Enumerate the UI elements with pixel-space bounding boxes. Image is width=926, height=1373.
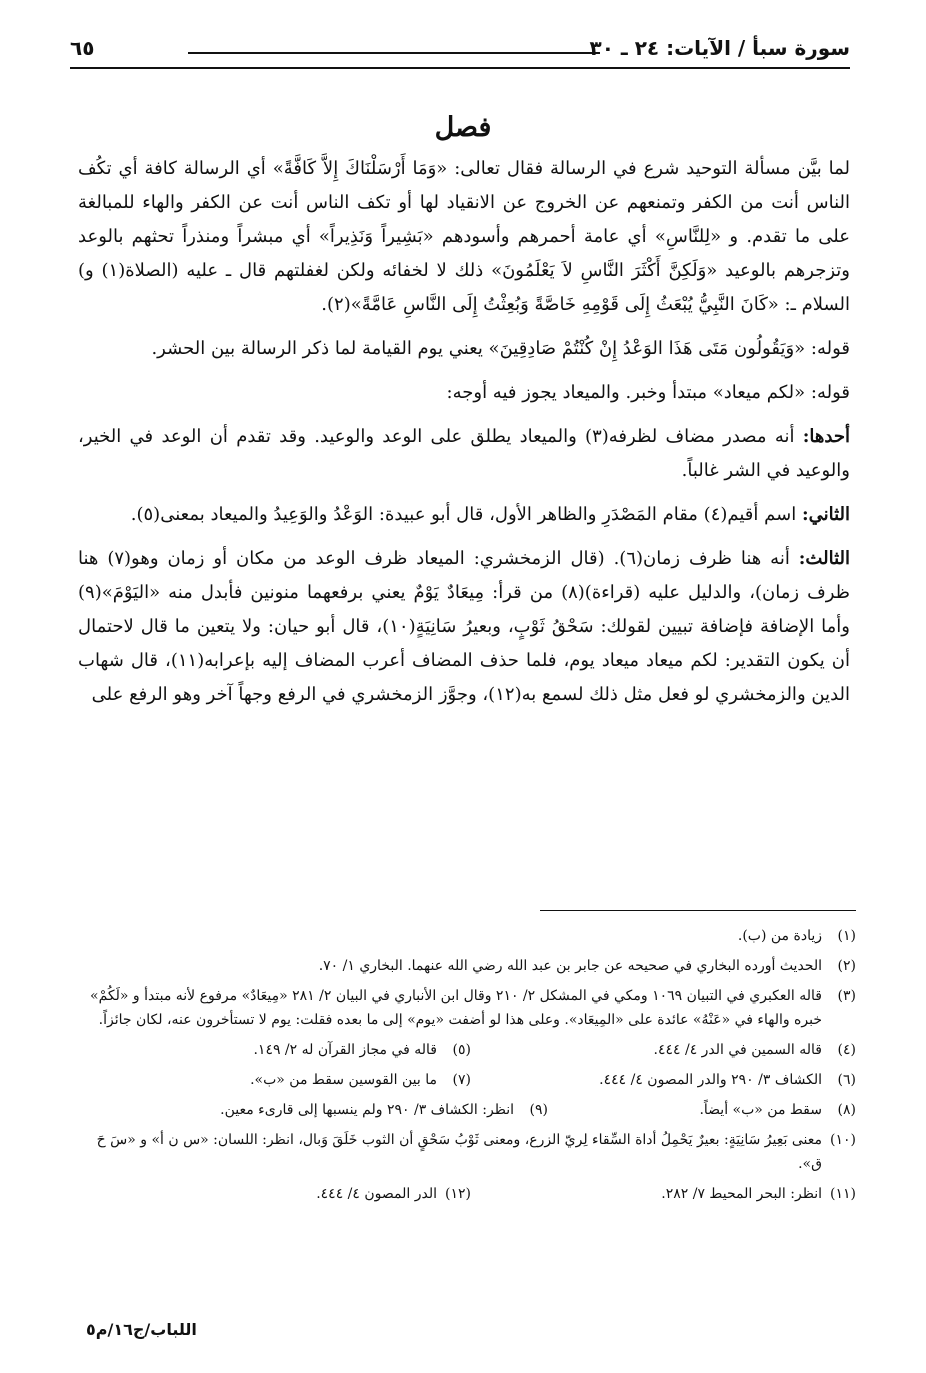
paragraph: أحدها: أنه مصدر مضاف لظرفه(٣) والميعاد يطلق على الوعد والوعيد. وقد تقدم أن الوعد في الخير، والوعيد في الشر غالباً. xyxy=(78,426,850,481)
paragraph: قوله: «وَيَقُولُون مَتَى هَذَا الوَعْدُ إِنْ كُنْتُمْ صَادِقِينَ» يعني يوم القيامة لما ذكر الرسالة بين الحشر. xyxy=(151,338,850,359)
footnote: (١٠) معنى بَعِيرُ سَانِيَةٍ: بعيرٌ يَحْمِلُ أداة السِّقاء لِريّ الزرع، ومعنى ثَوْبُ سَحْقٍ أن الثوب خَلَقَ وَبال، انظر: اللسان: «س ن أ» و «سَ حَ ق». xyxy=(96,1132,856,1172)
footnote: (٣) قاله العكبري في التبيان ١٠٦٩ ومكي في المشكل ٢/ ٢١٠ وقال ابن الأنباري في البيان ٢/ ٢٨١ «مِيعَادٌ» مرفوع لأنه مبتدأ و «لَكُمْ» خبره والهاء في «عَنْهُ» عائدة على «المِيعَاد». وعلى هذا لو أضفت «يوم» إلى ما بعده فقلت: يوم لا تستأخرون عنه، لكان جائزاً. xyxy=(90,988,856,1028)
footnote-pair: (٨) سقط من «ب» أيضاً. (٩) انظر: الكشاف ٣/ ٢٩٠ ولم ينسبها إلى قارىء معين. xyxy=(220,1102,856,1118)
footnote: (١) زيادة من (ب). xyxy=(737,928,856,944)
header-rule xyxy=(188,52,600,54)
footnote-pair: (٤) قاله السمين في الدر ٤/ ٤٤٤. (٥) قاله في مجاز القرآن له ٢/ ١٤٩. xyxy=(253,1042,856,1058)
footnote-pair: (٦) الكشاف ٣/ ٢٩٠ والدر المصون ٤/ ٤٤٤. (٧) ما بين القوسين سقط من «ب». xyxy=(250,1072,856,1088)
section-title: فصل xyxy=(434,112,492,143)
footnotes xyxy=(86,924,856,1212)
paragraph: قوله: «لكم ميعاد» مبتدأ وخبر. والميعاد يجوز فيه أوجه: xyxy=(446,382,850,403)
header-divider xyxy=(70,67,850,69)
signature-mark: اللباب/ج١٦/م٥ xyxy=(86,1320,197,1339)
paragraph: الثاني: اسم أقيم(٤) مقام المَصْدَرِ والظاهر الأول، قال أبو عبيدة: الوَعْدُ والوَعِيدُ والميعاد بمعنى(٥). xyxy=(130,504,850,525)
footnote-divider xyxy=(540,910,856,911)
page-header xyxy=(70,30,850,66)
footnote-pair: (١١) انظر: البحر المحيط ٧/ ٢٨٢. (١٢) الدر المصون ٤/ ٤٤٤. xyxy=(316,1186,856,1202)
page-number: ٦٥ xyxy=(70,36,95,60)
paragraph: الثالث: أنه هنا ظرف زمان(٦). (قال الزمخشري: الميعاد ظرف الوعد من مكان أو زمان وهو(٧) هنا ظرف زمان)، والدليل عليه (قراءة)(٨) من قرأ: مِيعَادٌ يَوْمٌ يعني برفعهما منونين فأبدل منه «اليَوْمَ»(٩) وأما الإضافة فإضافة تبيين لقولك: سَحْقُ ثَوْبٍ، وبعيرُ سَانِيَةٍ(١٠)، قال أبو حيان: ولا يتعين ما قال لاحتمال أن يكون التقدير: لكم ميعاد ميعاد يوم، فلما حذف المضاف أعرب المضاف إليه بإعرابه(١١)، قال شهاب الدين والزمخشري لو فعل مثل ذلك لسمع به(١٢)، وجوَّز الزمخشري في الرفع وجهاً آخر وهو الرفع على xyxy=(78,548,850,705)
running-title: سورة سبأ / الآيات: ٢٤ ـ ٣٠ xyxy=(589,36,850,60)
main-text xyxy=(78,152,850,722)
footnote: (٢) الحديث أورده البخاري في صحيحه عن جابر بن عبد الله رضي الله عنهما. البخاري ١/ ٧٠. xyxy=(318,958,856,974)
paragraph: لما بيَّن مسألة التوحيد شرع في الرسالة فقال تعالى: «وَمَا أَرْسَلْنَاكَ إِلاَّ كَافَّةً» أي الرسالة كافة أي تكُف الناس أنت من الكفر وتمنعهم عن الخروج عن الانقياد لها أو تكف الناس أنت عن الكفر والهاء للمبالغة على ما تقدم. و «لِلنَّاسِ» أي عامة أحمرهم وأسودهم «بَشِيراً وَنَذِيراً» أي مبشراً ومنذراً تحثهم بالوعد وتزجرهم بالوعيد «وَلَكِنَّ أَكْثَرَ النَّاسِ لاَ يَعْلَمُونَ» ذلك لا لخفائه ولكن لغفلتهم قال ـ عليه (الصلاة(١) و) السلام ـ: «كَانَ النَّبِيُّ يُبْعَثُ إِلَى قَوْمِهِ خَاصَّةً وَبُعِثْتُ إِلَى النَّاسِ عَامَّةً»(٢). xyxy=(78,158,850,315)
